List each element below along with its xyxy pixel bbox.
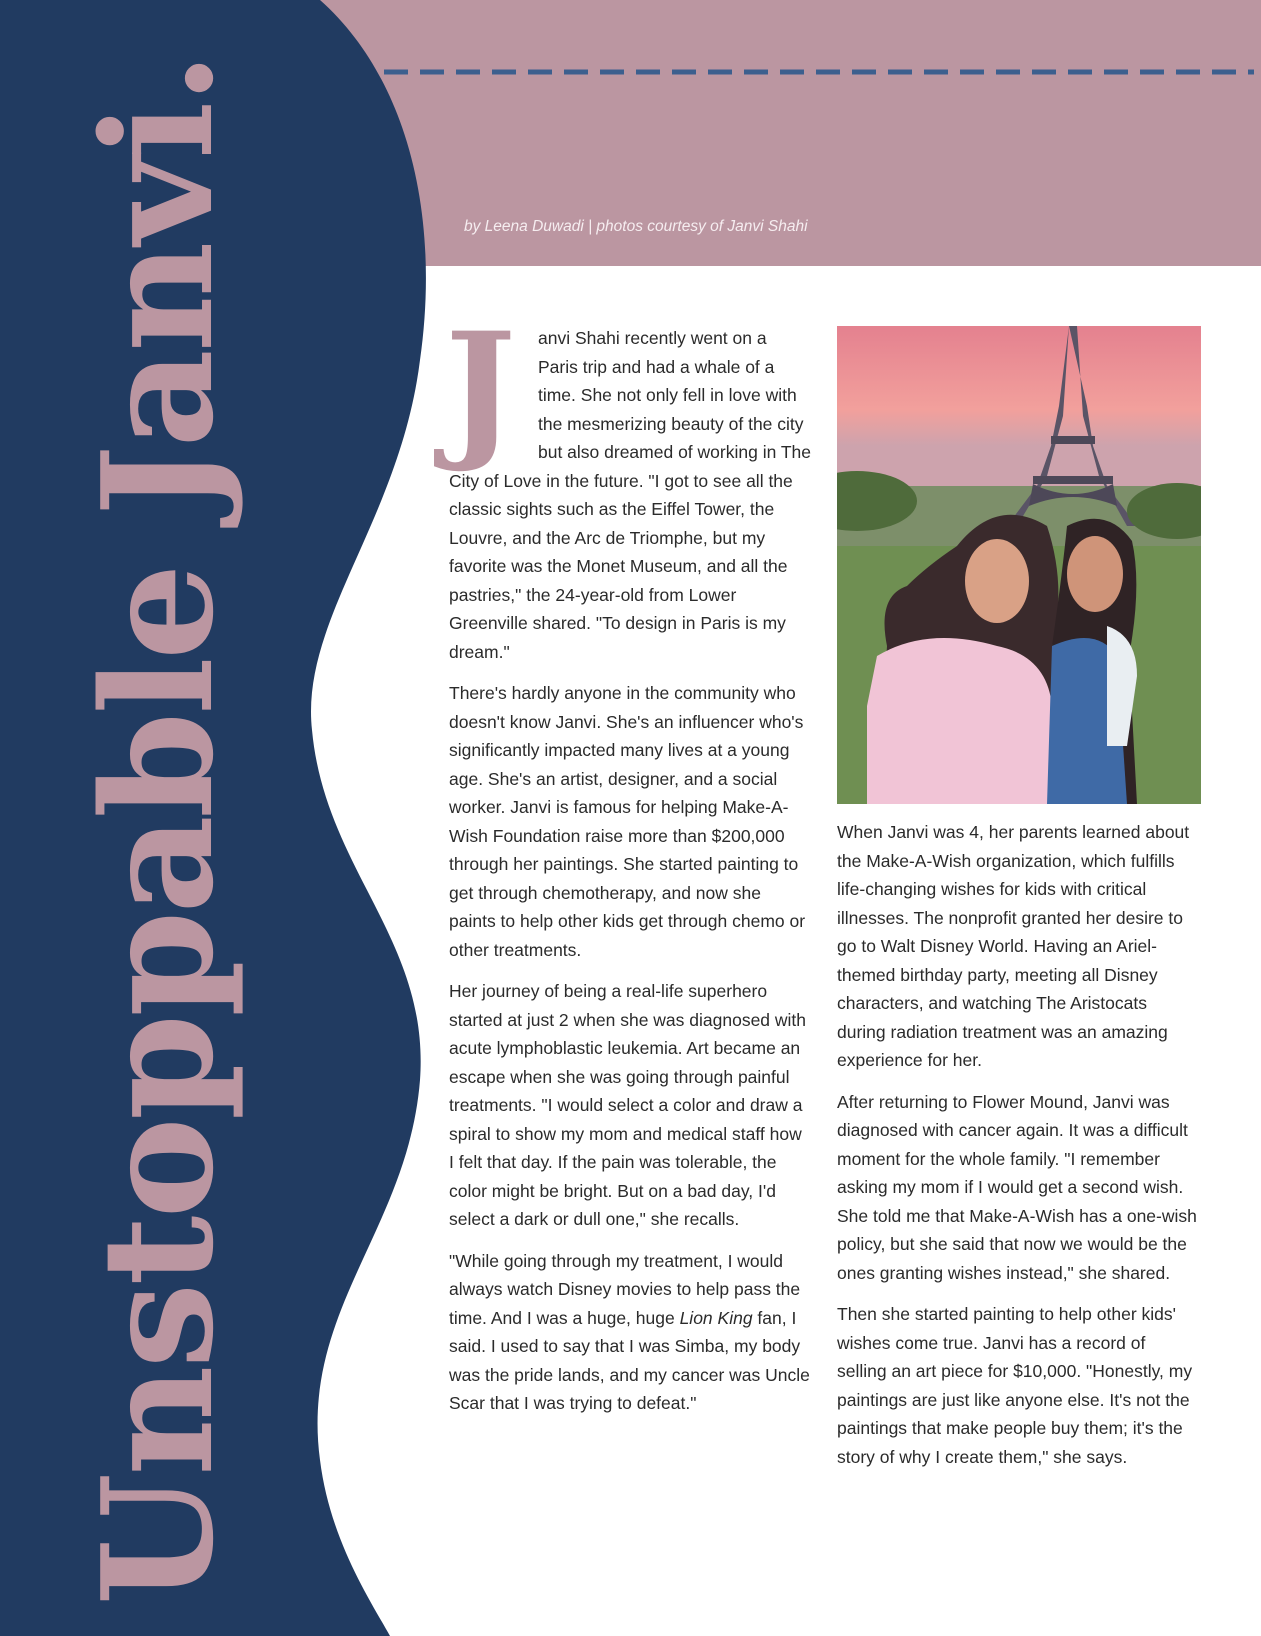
eiffel-tower-photo — [837, 326, 1201, 804]
title-container — [58, 54, 258, 1606]
drop-cap: J — [445, 300, 516, 476]
paragraph-1-text: anvi Shahi recently went on a Paris trip and had a whale of a time. She not only fell in love with the mesmerizing beauty of the city but also dreamed of working in The City of Love in the future. "I got to see all the classic sights such as the Eiffel Tower, the Louvre, and the Arc de Triomphe, but my favorite was the Monet Museum, and all the pastries," the 24-year-old from Lower Greenville shared. "To design in Paris is my dream." — [449, 328, 812, 662]
paragraph-4 — [449, 1247, 811, 1418]
paragraph-4-italic: Lion King — [679, 1307, 753, 1328]
right-paragraph-2: After returning to Flower Mound, Janvi was diagnosed with cancer again. It was a difficult moment for the whole family. "I remember asking my mom if I would get a second wish. She told me that Make-A-Wish has a one-wish policy, but she said that now we would be the ones granting wishes instead," she shared. — [837, 1091, 1197, 1283]
article-title: Unstoppable Janvi. — [68, 54, 247, 1606]
paragraph-3: Her journey of being a real-life superhero started at just 2 when she was diagnosed with acute lymphoblastic leukemia. Art became an escape when she was going through painful treatments. "I would select a color and draw a spiral to show my mom and medical staff how I felt that day. If the pain was tolerable, the color might be bright. But on a bad day, I'd select a dark or dull one," she recalls. — [449, 981, 807, 1229]
right-paragraph-3: Then she started painting to help other kids' wishes come true. Janvi has a record of selling an art piece for $10,000. "Honestly, my paintings are just like anyone else. It's not the paintings that make people buy them; it's the story of why I create them," she says. — [837, 1304, 1193, 1467]
paragraph-4-text-a: "While going through my treatment, I would always watch Disney movies to help pass the time. And I was a huge, huge — [449, 1250, 801, 1328]
byline: by Leena Duwadi | photos courtesy of Janvi Shahi — [464, 218, 808, 235]
left-column — [445, 300, 812, 1431]
right-column — [837, 818, 1199, 1484]
paragraph-4-text-b: fan, I said. I used to say that I was Simba, my body was the pride lands, and my cancer was Uncle Scar that I was trying to defeat." — [449, 1307, 810, 1413]
paragraph-1 — [445, 300, 812, 666]
paragraph-2: There's hardly anyone in the community who doesn't know Janvi. She's an influencer who's significantly impacted many lives at a young age. She's an artist, designer, and a social worker. Janvi is famous for helping Make-A-Wish Foundation raise more than $200,000 through her paintings. She started painting to get through chemotherapy, and now she paints to help other kids get through chemo or other treatments. — [449, 683, 806, 960]
right-paragraph-1: When Janvi was 4, her parents learned about the Make-A-Wish organization, which fulfills life-changing wishes for kids with critical illnesses. The nonprofit granted her desire to go to Walt Disney World. Having an Ariel-themed birthday party, meeting all Disney characters, and watching The Aristocats during radiation treatment was an amazing experience for her. — [837, 822, 1190, 1070]
